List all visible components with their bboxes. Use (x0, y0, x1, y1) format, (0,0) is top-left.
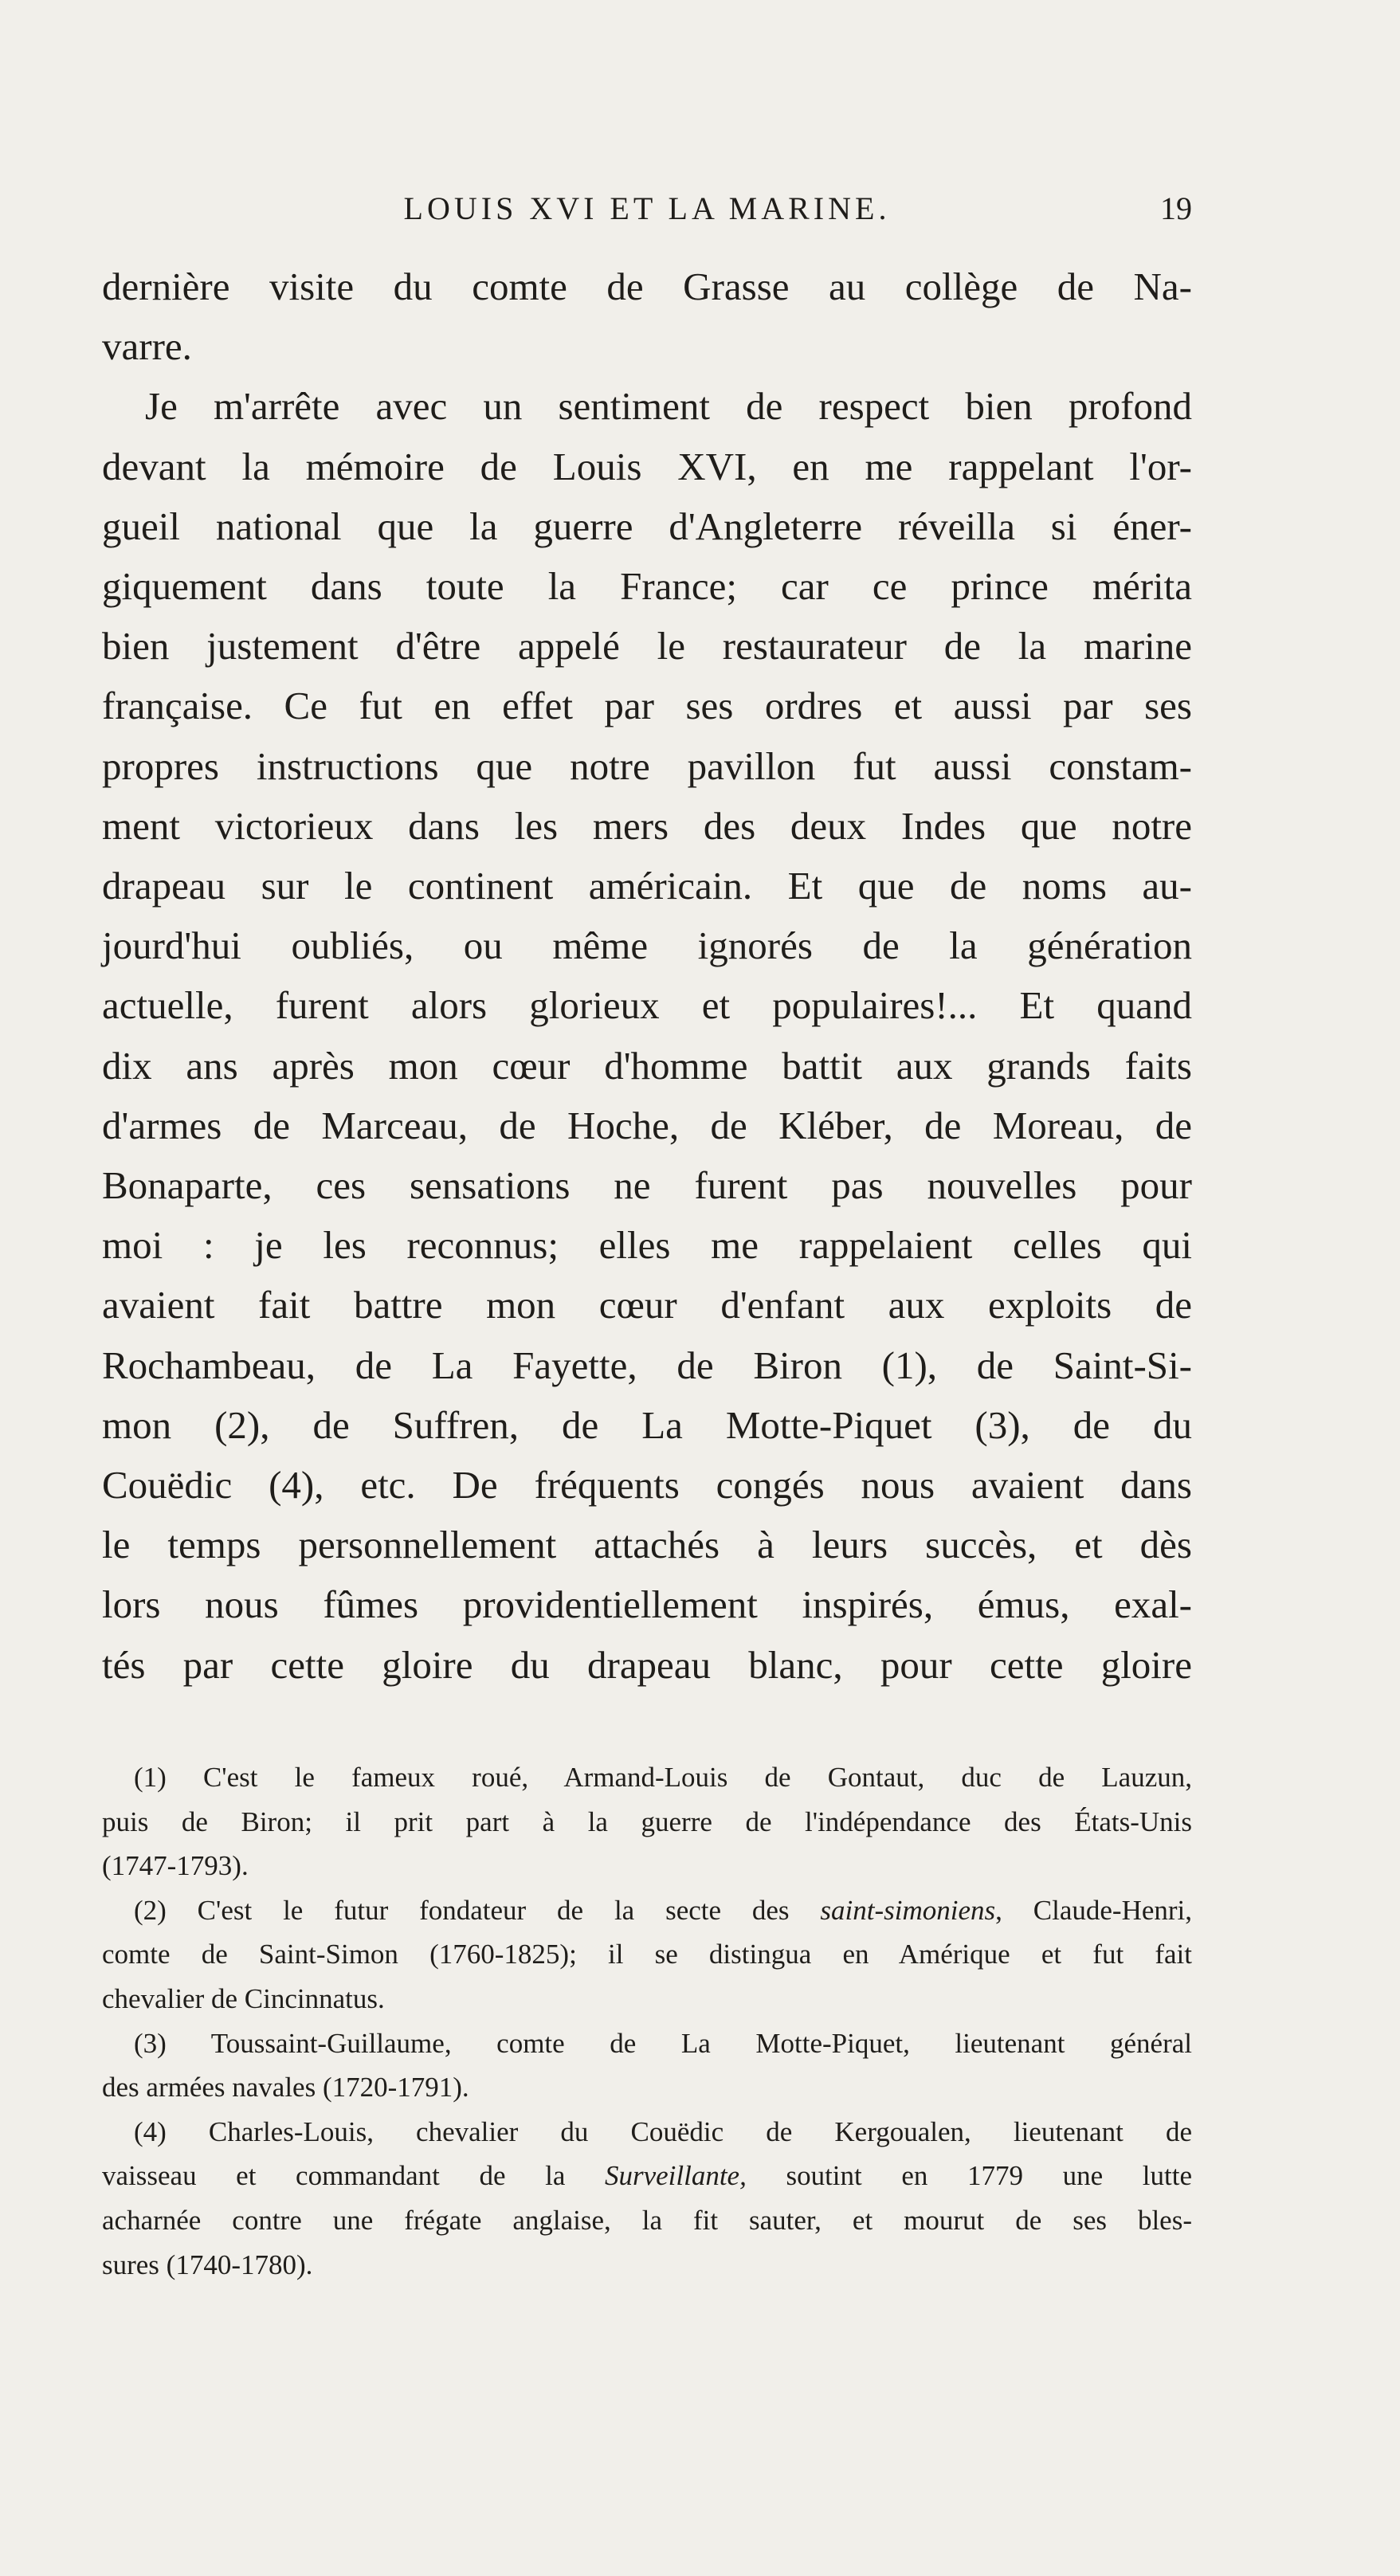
footnote-line: (4) Charles-Louis, chevalier du Couëdic de Kergoualen, lieutenant de (134, 2115, 1192, 2147)
footnotes (102, 1755, 1192, 2287)
footnote-line (102, 2154, 1192, 2198)
footnote-line: sures (1740-1780). (102, 2249, 313, 2280)
footnote-line: (1) C'est le fameux roué, Armand-Louis de Gontaut, duc de Lauzun, (134, 1762, 1192, 1793)
text-line: lors nous fûmes providentiellement inspirés, émus, exal- (102, 1582, 1192, 1627)
text-line: bien justement d'être appelé le restaurateur de la marine (102, 624, 1192, 669)
body-text (102, 257, 1192, 1695)
footnote-3 (102, 2021, 1192, 2110)
footnote-2 (102, 1888, 1192, 2021)
footnote-line: acharnée contre une frégate anglaise, la fit sauter, et mourut de ses bles- (102, 2204, 1192, 2236)
text-line: Rochambeau, de La Fayette, de Biron (1), de Saint-Si- (102, 1343, 1192, 1387)
text-line: mon (2), de Suffren, de La Motte-Piquet (3), de du (102, 1402, 1192, 1447)
text-line: Je m'arrête avec un sentiment de respect bien profond (145, 384, 1192, 429)
text-line: varre. (102, 324, 192, 369)
footnote-italic: Surveillante, (604, 2160, 747, 2192)
text-line: avaient fait battre mon cœur d'enfant aux exploits de (102, 1283, 1192, 1327)
footnote-text: vaisseau et commandant de la (102, 2160, 605, 2192)
footnote-text: , Claude-Henri, (995, 1894, 1193, 1926)
page-number: 19 (1160, 190, 1192, 226)
footnote-line: (1747-1793). (102, 1850, 249, 1882)
footnote-line: (3) Toussaint-Guillaume, comte de La Motte-Piquet, lieutenant général (134, 2027, 1192, 2059)
text-line: giquement dans toute la France; car ce prince mérita (102, 564, 1192, 609)
text-line: devant la mémoire de Louis XVI, en me rappelant l'or- (102, 444, 1192, 488)
text-line: le temps personnellement attachés à leurs succès, et dès (102, 1523, 1192, 1567)
text-line: tés par cette gloire du drapeau blanc, pour cette gloire (102, 1642, 1192, 1687)
text-line: gueil national que la guerre d'Angleterre réveilla si éner- (102, 504, 1192, 548)
footnote-italic: saint-simoniens (820, 1894, 996, 1926)
text-line: drapeau sur le continent américain. Et que de noms au- (102, 864, 1192, 908)
footnote-line: comte de Saint-Simon (1760-1825); il se distingua en Amérique et fut fait (102, 1939, 1192, 1970)
text-line: française. Ce fut en effet par ses ordres et aussi par ses (102, 684, 1192, 728)
paragraph-1 (102, 257, 1192, 376)
footnote-4 (102, 2110, 1192, 2287)
text-line: Bonaparte, ces sensations ne furent pas nouvelles pour (102, 1163, 1192, 1208)
running-header (102, 185, 1192, 233)
footnote-text: (2) C'est le futur fondateur de la secte des (134, 1894, 821, 1926)
footnote-line: des armées navales (1720-1791). (102, 2072, 469, 2104)
paragraph-2 (102, 376, 1192, 1694)
footnote-1 (102, 1755, 1192, 1888)
text-line: dix ans après mon cœur d'homme battit aux grands faits (102, 1043, 1192, 1088)
page-title: LOUIS XVI ET LA MARINE. (403, 190, 891, 226)
footnote-line (102, 1888, 1192, 1933)
text-line: moi : je les reconnus; elles me rappelaient celles qui (102, 1223, 1192, 1268)
text-line: dernière visite du comte de Grasse au collège de Na- (102, 265, 1192, 308)
text-line: Couëdic (4), etc. De fréquents congés nous avaient dans (102, 1463, 1192, 1508)
text-line: actuelle, furent alors glorieux et populaires!... Et quand (102, 983, 1192, 1028)
text-line: propres instructions que notre pavillon fut aussi constam- (102, 743, 1192, 788)
text-line: jourd'hui oubliés, ou même ignorés de la génération (102, 923, 1192, 968)
footnote-line: puis de Biron; il prit part à la guerre de l'indépendance des États-Unis (102, 1806, 1192, 1837)
text-line: ment victorieux dans les mers des deux Indes que notre (102, 803, 1192, 848)
footnote-line: chevalier de Cincinnatus. (102, 1982, 385, 2014)
text-line: d'armes de Marceau, de Hoche, de Kléber, de Moreau, de (102, 1103, 1192, 1147)
footnote-text: soutint en 1779 une lutte (746, 2160, 1192, 2192)
